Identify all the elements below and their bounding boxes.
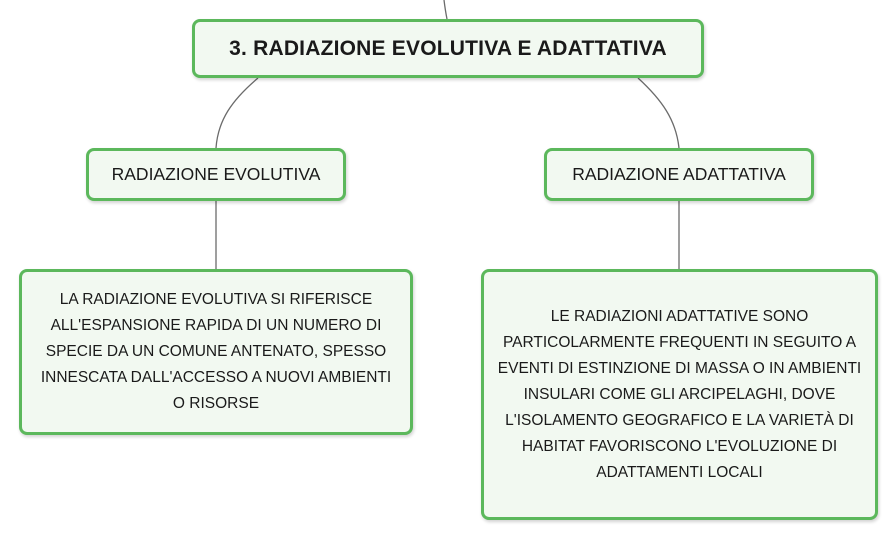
connector-parent-to-root — [444, 0, 447, 19]
leaf-node-adattativa-description[interactable] — [481, 269, 878, 520]
branch-node-radiazione-adattativa[interactable] — [544, 148, 814, 201]
leaf-node-evolutiva-description[interactable] — [19, 269, 413, 435]
connector-root-to-right-branch — [638, 78, 679, 148]
branch-node-radiazione-evolutiva[interactable] — [86, 148, 346, 201]
root-node[interactable] — [192, 19, 704, 78]
branch-node-label: RADIAZIONE ADATTATIVA — [572, 164, 786, 184]
branch-node-label: RADIAZIONE EVOLUTIVA — [111, 164, 321, 184]
connector-root-to-left-branch — [216, 78, 258, 148]
leaf-node-text: LE RADIAZIONI ADATTATIVE SONO PARTICOLARMENTE FREQUENTI IN SEGUITO A EVENTI DI ESTINZIONE DI MASSA O IN AMBIENTI INSULARI COME GLI ARCIPELAGHI, DOVE L'ISOLAMENTO GEOGRAFICO E LA VARIETÀ DI HABITAT FAVORISCONO L'EVOLUZIONE DI ADATTAMENTI LOCALI — [497, 307, 862, 481]
leaf-node-text: LA RADIAZIONE EVOLUTIVA SI RIFERISCE ALL'ESPANSIONE RAPIDA DI UN NUMERO DI SPECIE DA UN COMUNE ANTENATO, SPESSO INNESCATA DALL'ACCESSO A NUOVI AMBIENTI O RISORSE — [40, 291, 392, 412]
root-node-label: 3. RADIAZIONE EVOLUTIVA E ADATTATIVA — [229, 36, 667, 60]
